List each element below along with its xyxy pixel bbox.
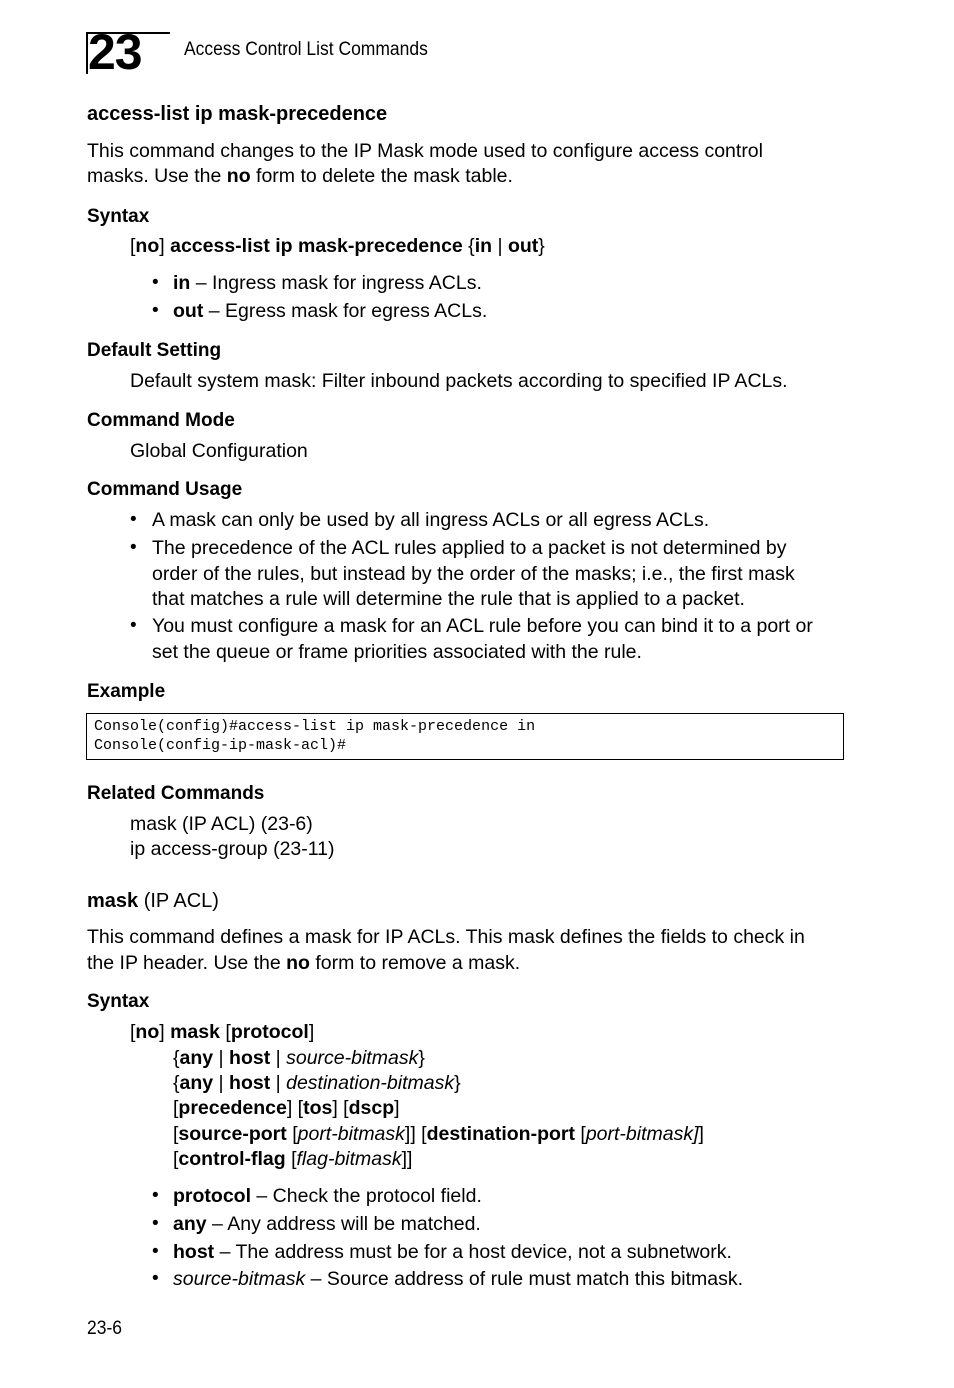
page-number: 23-6 [87, 1318, 122, 1339]
related-link-ip-access-group[interactable]: ip access-group (23-11) [130, 838, 335, 860]
default-setting-heading: Default Setting [87, 340, 222, 361]
usage-item-3-line-1: You must configure a mask for an ACL rule before you can bind it to a port or [152, 615, 813, 637]
usage-item-1: A mask can only be used by all ingress ACLs or all egress ACLs. [152, 509, 710, 531]
mask-syntax-line-6: [control-flag [flag-bitmask]] [173, 1148, 413, 1170]
mask-intro-line-2: the IP header. Use the no form to remove a mask. [87, 952, 521, 974]
param-protocol: protocol – Check the protocol field. [173, 1185, 482, 1207]
syntax-line: [no] access-list ip mask-precedence {in | out} [130, 235, 545, 257]
bullet: • [152, 1268, 159, 1289]
param-out: out – Egress mask for egress ACLs. [173, 300, 488, 322]
command-usage-heading: Command Usage [87, 479, 243, 500]
usage-item-2-line-1: The precedence of the ACL rules applied to a packet is not determined by [152, 537, 787, 559]
usage-item-2-line-2: order of the rules, but instead by the order of the masks; i.e., the first mask [152, 563, 795, 585]
example-heading: Example [87, 681, 166, 702]
bullet: • [152, 1241, 159, 1262]
mask-syntax-heading: Syntax [87, 991, 150, 1012]
bullet: • [152, 1213, 159, 1234]
code-line-1: Console(config)#access-list ip mask-precedence in [94, 718, 536, 735]
param-host: host – The address must be for a host device, not a subnetwork. [173, 1241, 732, 1263]
related-link-mask[interactable]: mask (IP ACL) (23-6) [130, 813, 313, 835]
intro-line-2: masks. Use the no form to delete the mask table. [87, 165, 513, 187]
param-source-bitmask: source-bitmask – Source address of rule must match this bitmask. [173, 1268, 744, 1290]
mask-syntax-line-2: {any | host | source-bitmask} [173, 1047, 425, 1069]
mask-syntax-line-4: [precedence] [tos] [dscp] [173, 1097, 400, 1119]
bullet: • [130, 615, 137, 636]
mask-intro-line-1: This command defines a mask for IP ACLs. This mask defines the fields to check in [87, 926, 805, 948]
command-mode-text: Global Configuration [130, 440, 308, 462]
mask-syntax-line-1: [no] mask [protocol] [130, 1021, 315, 1043]
usage-item-2-line-3: that matches a rule will determine the rule that is applied to a packet. [152, 588, 745, 610]
usage-item-3-line-2: set the queue or frame priorities associated with the rule. [152, 641, 642, 663]
chapter-number: 23 [88, 24, 142, 80]
mask-syntax-line-3: {any | host | destination-bitmask} [173, 1072, 461, 1094]
section-title-mask: mask (IP ACL) [87, 890, 219, 912]
bullet: • [152, 272, 159, 293]
section-title-access-list: access-list ip mask-precedence [87, 103, 388, 125]
related-commands-heading: Related Commands [87, 783, 265, 804]
param-any: any – Any address will be matched. [173, 1213, 481, 1235]
command-mode-heading: Command Mode [87, 410, 235, 431]
bullet: • [152, 300, 159, 321]
bullet: • [130, 509, 137, 530]
bullet: • [130, 537, 137, 558]
intro-line-1: This command changes to the IP Mask mode used to configure access control [87, 140, 763, 162]
code-line-2: Console(config-ip-mask-acl)# [94, 737, 347, 754]
param-in: in – Ingress mask for ingress ACLs. [173, 272, 482, 294]
syntax-heading: Syntax [87, 206, 150, 227]
default-setting-text: Default system mask: Filter inbound packets according to specified IP ACLs. [130, 370, 788, 392]
mask-syntax-line-5: [source-port [port-bitmask]] [destination-port [port-bitmask]] [173, 1123, 704, 1145]
bullet: • [152, 1185, 159, 1206]
chapter-title: Access Control List Commands [184, 39, 428, 60]
